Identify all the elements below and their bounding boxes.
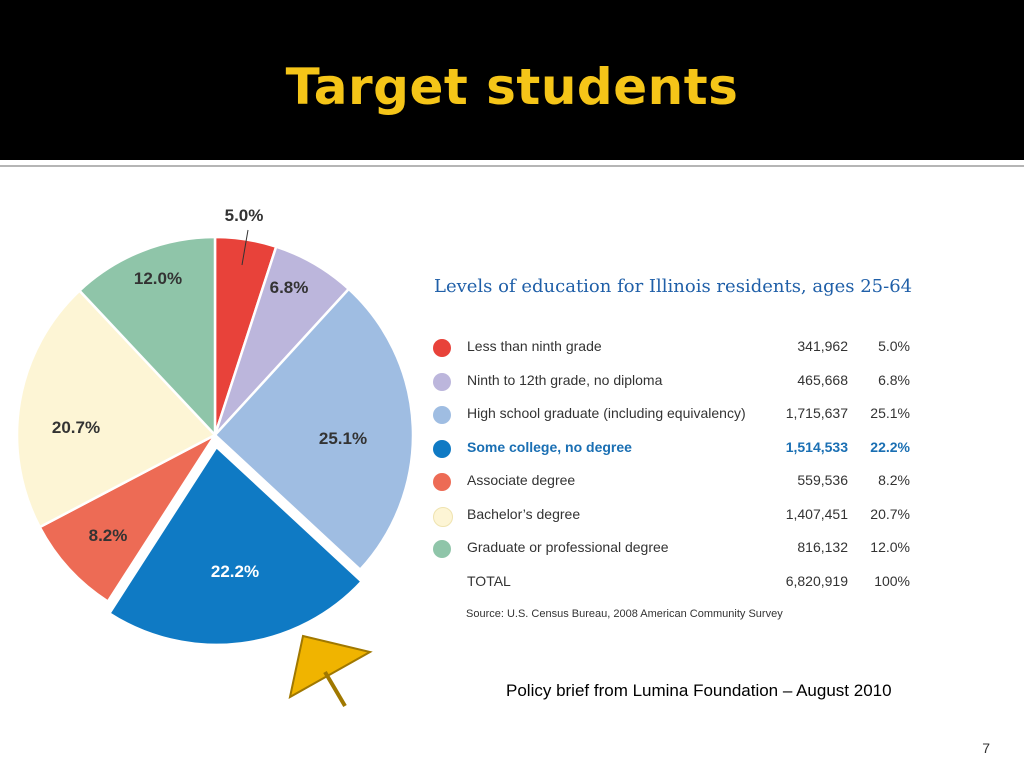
legend-category: Bachelor’s degree: [467, 505, 581, 522]
legend-swatch: [433, 406, 451, 424]
legend-count: 341,962: [797, 338, 848, 354]
legend-row: [430, 367, 920, 401]
legend-percent: 25.1%: [870, 405, 910, 421]
legend-category: Associate degree: [467, 472, 576, 488]
legend-category: Less than ninth grade: [467, 338, 602, 354]
legend-total-label: TOTAL: [467, 572, 511, 589]
legend-row: [430, 400, 920, 434]
pie-chart: [0, 190, 430, 660]
legend-category: High school graduate (including equivalency): [467, 405, 746, 421]
legend-row: [430, 501, 920, 535]
legend-percent: 6.8%: [878, 371, 910, 388]
legend-percent: 12.0%: [870, 539, 910, 555]
slide-title: Target students: [285, 58, 739, 116]
legend-total-row: [430, 568, 920, 602]
header-divider-shadow: [0, 165, 1024, 167]
legend-row: [430, 467, 920, 501]
pie-slice-label: 6.8%: [269, 278, 309, 297]
legend-table: [430, 333, 920, 601]
legend-percent: 5.0%: [878, 338, 910, 354]
legend-total-percent: 100%: [874, 572, 910, 589]
pie-slice-label: 12.0%: [133, 269, 183, 288]
header-divider: [0, 160, 1024, 164]
pie-slice-label: 25.1%: [318, 429, 368, 448]
pie-slice-label: 5.0%: [224, 206, 264, 225]
legend-row: [430, 333, 920, 367]
pie-slice-label: 22.2%: [210, 562, 260, 581]
legend-percent: 20.7%: [870, 505, 910, 522]
legend-count: 816,132: [797, 539, 848, 555]
legend-count: 1,407,451: [785, 505, 848, 522]
chart-source: Source: U.S. Census Bureau, 2008 American Community Survey: [466, 608, 783, 620]
legend-swatch: [433, 507, 453, 527]
legend-percent: 8.2%: [878, 472, 910, 488]
legend-count: 465,668: [797, 371, 848, 388]
legend-category: Graduate or professional degree: [467, 539, 669, 555]
legend-count: 559,536: [797, 472, 848, 488]
legend-swatch: [433, 473, 451, 491]
legend-row: [430, 434, 920, 468]
slide-caption: Policy brief from Lumina Foundation – August 2010: [506, 681, 892, 700]
title-bar: [0, 0, 1024, 160]
legend-swatch: [433, 373, 451, 391]
legend-swatch: [433, 440, 451, 458]
chart-title: Levels of education for Illinois residents, ages 25-64: [434, 276, 913, 297]
legend-category: Some college, no degree: [467, 438, 632, 455]
legend-row: [430, 534, 920, 568]
pointer-arrow-icon: [280, 632, 380, 712]
legend-category: Ninth to 12th grade, no diploma: [467, 371, 663, 388]
pie-slice-label: 8.2%: [88, 526, 128, 545]
legend-percent: 22.2%: [870, 438, 910, 455]
legend-swatch: [433, 339, 451, 357]
legend-count: 1,514,533: [785, 438, 848, 455]
page-number: 7: [982, 740, 990, 756]
legend-count: 1,715,637: [785, 405, 848, 421]
legend-total-count: 6,820,919: [785, 572, 848, 589]
pie-slice-label: 20.7%: [51, 418, 101, 437]
legend-swatch: [433, 540, 451, 558]
